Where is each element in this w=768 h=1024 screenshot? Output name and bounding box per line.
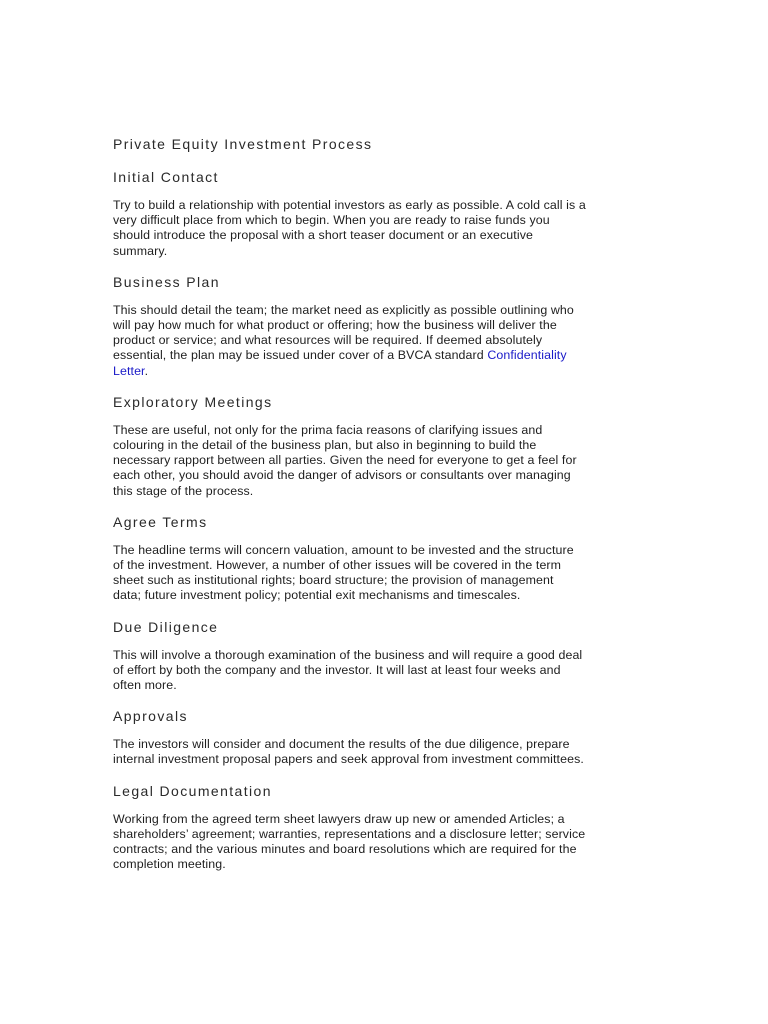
paragraph-due-diligence	[113, 648, 661, 694]
text-line: Try to build a relationship with potential investors as early as possible. A cold call is a	[113, 198, 586, 212]
paragraph-exploratory-meetings	[113, 423, 661, 499]
text-line: Working from the agreed term sheet lawyers draw up new or amended Articles; a	[113, 811, 565, 826]
paragraph-approvals	[113, 737, 661, 767]
text-line: very difficult place from which to begin. When you are ready to raise funds you	[113, 213, 550, 228]
paragraph-initial-contact	[113, 198, 661, 259]
section-heading-approvals: Approvals	[113, 708, 188, 725]
paragraph-business-plan	[113, 303, 661, 379]
text-line: product or service; and what resources will be required. If deemed absolutely	[113, 333, 543, 348]
text-line	[113, 348, 661, 363]
text-line: This will involve a thorough examination of the business and will require a good deal	[113, 647, 583, 662]
document-page	[113, 136, 661, 887]
text-line: sheet such as institutional rights; board structure; the provision of management	[113, 573, 554, 588]
paragraph-agree-terms	[113, 543, 661, 604]
text-line: necessary rapport between all parties. Given the need for everyone to get a feel for	[113, 453, 577, 468]
text-line: shareholders’ agreement; warranties, representations and a disclosure letter; service	[113, 826, 586, 841]
section-heading-exploratory-meetings: Exploratory Meetings	[113, 393, 273, 410]
section-heading-agree-terms: Agree Terms	[113, 513, 208, 530]
text-line: often more.	[113, 678, 177, 693]
text-line: completion meeting.	[113, 857, 226, 872]
text-line: contracts; and the various minutes and board resolutions which are required for the	[113, 842, 577, 857]
text-line: of effort by both the company and the investor. It will last at least four weeks and	[113, 662, 561, 677]
section-heading-due-diligence: Due Diligence	[113, 618, 219, 635]
text-line: These are useful, not only for the prima facia reasons of clarifying issues and	[113, 422, 543, 437]
section-heading-initial-contact: Initial Contact	[113, 169, 219, 185]
text-line: internal investment proposal papers and seek approval from investment committees.	[113, 752, 584, 767]
text-line: This should detail the team; the market need as explicitly as possible outlining who	[113, 302, 574, 317]
confidentiality-letter-link-continued[interactable]: Letter	[113, 363, 145, 378]
section-heading-business-plan: Business Plan	[113, 273, 220, 290]
text-fragment: .	[144, 363, 149, 378]
paragraph-legal-documentation	[113, 812, 661, 873]
text-line: summary.	[113, 243, 168, 258]
text-line: data; future investment policy; potential exit mechanisms and timescales.	[113, 588, 521, 603]
text-line	[113, 364, 661, 379]
text-line: colouring in the detail of the business plan, but also in beginning to build the	[113, 438, 537, 453]
text-line: should introduce the proposal with a short teaser document or an executive	[113, 228, 533, 243]
text-line: each other, you should avoid the danger of advisors or consultants over managing	[113, 468, 571, 483]
text-line: The headline terms will concern valuation, amount to be invested and the structure	[113, 542, 574, 557]
text-fragment: essential, the plan may be issued under cover of a BVCA standard	[113, 348, 488, 363]
text-line: will pay how much for what product or offering; how the business will deliver the	[113, 318, 557, 333]
document-title: Private Equity Investment Process	[113, 136, 373, 152]
section-heading-legal-documentation: Legal Documentation	[113, 782, 272, 799]
text-line: The investors will consider and document the results of the due diligence, prepare	[113, 737, 570, 752]
confidentiality-letter-link[interactable]: Confidentiality	[487, 348, 567, 363]
text-line: of the investment. However, a number of other issues will be covered in the term	[113, 558, 562, 573]
text-line: this stage of the process.	[113, 483, 254, 498]
